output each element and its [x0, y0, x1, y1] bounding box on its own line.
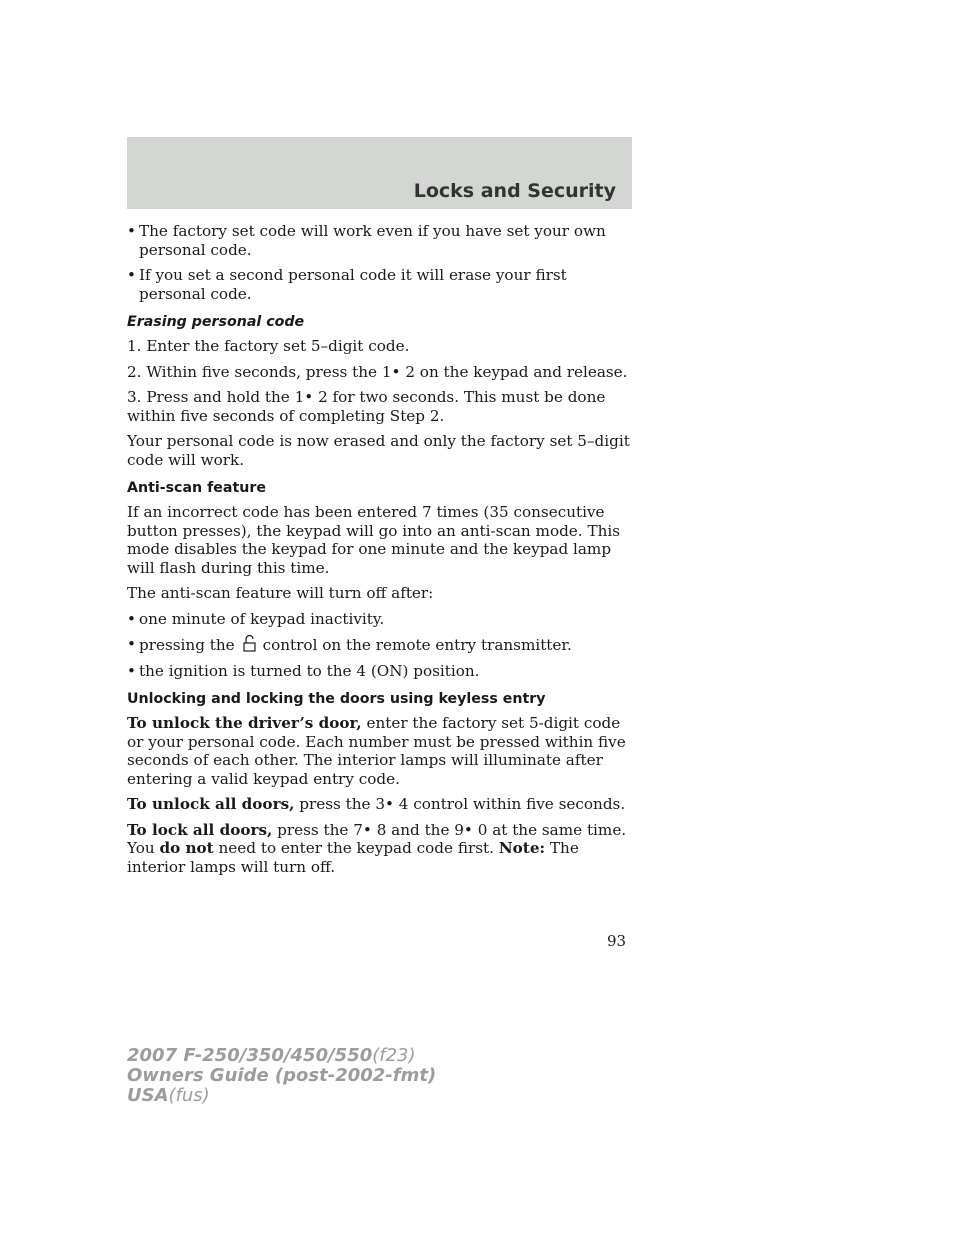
list-item — [127, 662, 637, 681]
bullet-icon: • — [127, 609, 136, 628]
footer-market-code: (fus) — [168, 1085, 210, 1106]
erasing-step-3: 3. Press and hold the 1• 2 for two seconds. This must be done within five seconds of completing Step 2. — [127, 388, 606, 425]
unlocking-heading: Unlocking and locking the doors using keyless entry — [127, 691, 546, 707]
list-item — [127, 266, 637, 303]
unlock-driver-text: enter the factory set 5-digit code or your personal code. Each number must be pressed within five seconds of each other. The interior lamps will illuminate after entering a valid keypad entry code. — [127, 714, 626, 788]
erasing-step-2: 2. Within five seconds, press the 1• 2 on the keypad and release. — [127, 362, 628, 381]
section-header-band — [127, 137, 632, 209]
list-item — [127, 635, 637, 655]
list-item — [127, 222, 637, 259]
erasing-result: Your personal code is now erased and only the factory set 5–digit code will work. — [127, 432, 630, 469]
footer-line-3 — [127, 1086, 436, 1106]
unlock-all-label: To unlock all doors, — [127, 795, 295, 813]
lock-all-text-2: need to enter the keypad code first. — [213, 839, 499, 857]
footer-model-code: (f23) — [372, 1045, 416, 1066]
footer-model: 2007 F-250/350/450/550 — [127, 1045, 373, 1066]
lock-all-paragraph — [127, 821, 637, 877]
list-item-text: one minute of keypad inactivity. — [139, 609, 385, 628]
footer-line-2: Owners Guide (post-2002-fmt) — [127, 1065, 437, 1086]
bullet-icon: • — [127, 266, 136, 284]
list-item — [127, 610, 637, 629]
list-item-text: pressing the — [139, 636, 235, 654]
footer — [127, 1046, 436, 1106]
unlock-driver-paragraph — [127, 714, 637, 788]
unlock-icon — [238, 635, 260, 653]
antiscan-heading: Anti-scan feature — [127, 480, 266, 496]
list-item-text: control on the remote entry transmitter. — [262, 636, 572, 654]
unlock-all-paragraph — [127, 795, 637, 814]
lock-do-not: do not — [159, 839, 214, 857]
bullet-icon: • — [127, 222, 136, 240]
unlock-driver-label: To unlock the driver’s door, — [127, 714, 362, 732]
lock-all-label: To lock all doors, — [127, 820, 273, 839]
page-number: 93 — [607, 932, 627, 950]
antiscan-intro: The anti-scan feature will turn off after: — [127, 584, 434, 602]
list-item-text: If you set a second personal code it will erase your first personal code. — [139, 266, 567, 303]
section-title: Locks and Security — [413, 180, 616, 202]
footer-market: USA — [127, 1085, 169, 1106]
list-item-text: The factory set code will work even if you have set your own personal code. — [139, 222, 606, 259]
unlock-all-text: press the 3• 4 control within five seconds. — [294, 795, 626, 813]
bullet-icon: • — [127, 661, 136, 680]
bullet-icon: • — [127, 635, 136, 653]
footer-line-1 — [127, 1046, 436, 1066]
page-content — [127, 222, 637, 883]
lock-all-text: press the 7• 8 and the 9• 0 at the same time. You — [127, 820, 627, 857]
antiscan-paragraph: If an incorrect code has been entered 7 times (35 consecutive button presses), the keypad will go into an anti-scan mode. This mode disables the keypad for one minute and the keypad lamp will flash during this time. — [127, 503, 621, 577]
note-text: The interior lamps will turn off. — [127, 839, 579, 876]
erasing-heading: Erasing personal code — [127, 314, 305, 330]
erasing-step-1: 1. Enter the factory set 5–digit code. — [127, 337, 410, 355]
list-item-text: the ignition is turned to the 4 (ON) position. — [139, 661, 480, 680]
note-label: Note: — [498, 839, 546, 857]
